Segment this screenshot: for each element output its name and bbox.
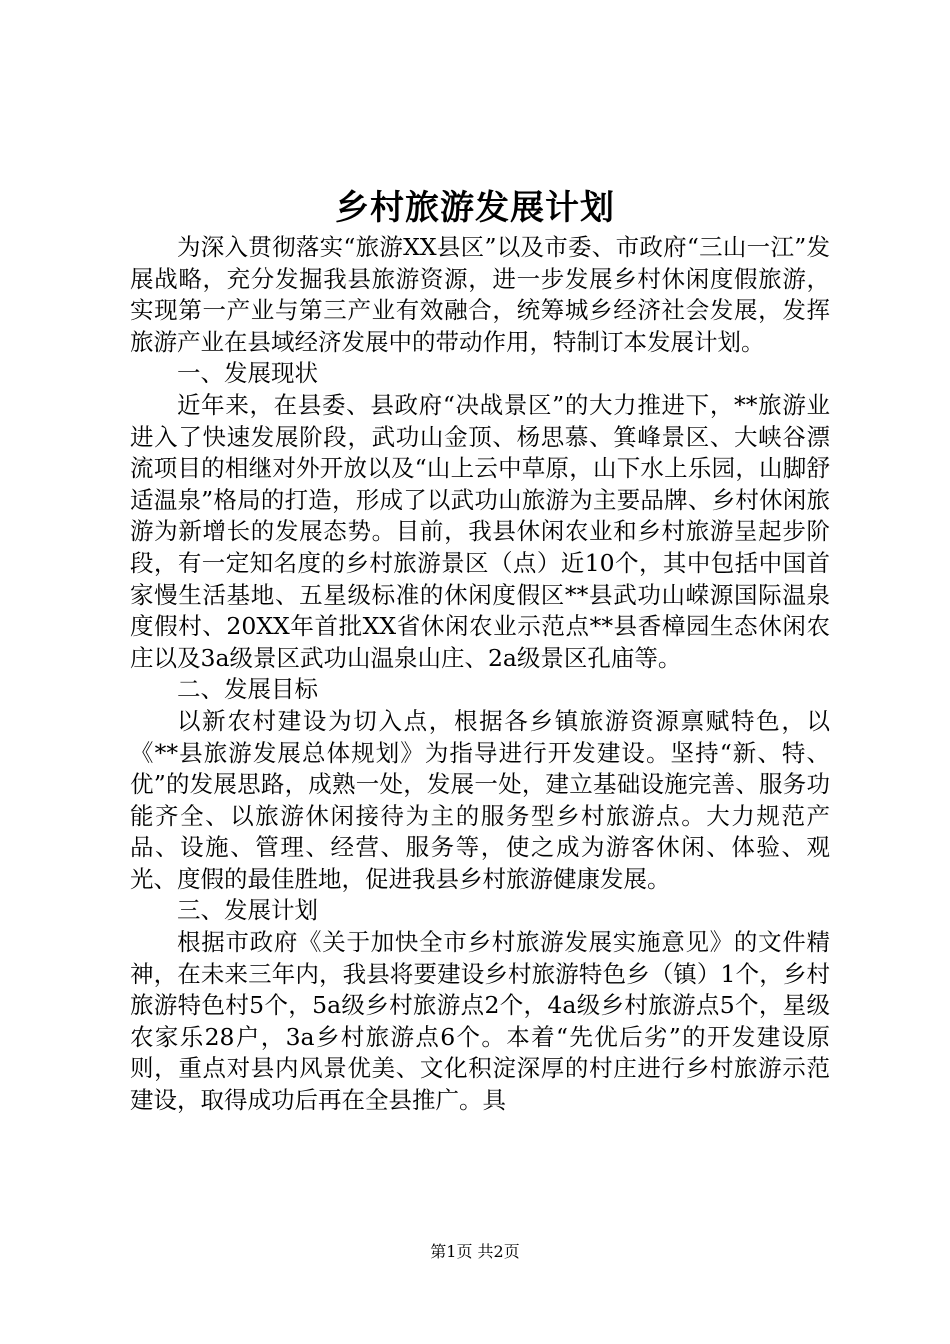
- plan-paragraph: 根据市政府《关于加快全市乡村旅游发展实施意见》的文件精神，在未来三年内，我县将要建设乡村旅游特色乡（镇）1个，乡村旅游特色村5个，5a级乡村旅游点2个，4a级乡村旅游点5个，星级农家乐28户，3a乡村旅游点6个。本着“先优后劣”的开发建设原则，重点对县内风景优美、文化积淀深厚的村庄进行乡村旅游示范建设，取得成功后再在全县推广。具: [130, 928, 830, 1115]
- document-title: 乡村旅游发展计划: [335, 188, 615, 228]
- section-heading-plan: 三、发展计划: [177, 896, 318, 925]
- status-paragraph: 近年来，在县委、县政府“决战景区”的大力推进下，**旅游业进入了快速发展阶段，武功山金顶、杨思慕、箕峰景区、大峡谷漂流项目的相继对外开放以及“山上云中草原，山下水上乐园，山脚舒适温泉”格局的打造，形成了以武功山旅游为主要品牌、乡村休闲旅游为新增长的发展态势。目前，我县休闲农业和乡村旅游呈起步阶段，有一定知名度的乡村旅游景区（点）近10个，其中包括中国首家慢生活基地、五星级标准的休闲度假区**县武功山嵘源国际温泉度假村、20XX年首批XX省休闲农业示范点**县香樟园生态休闲农庄以及3a级景区武功山温泉山庄、2a级景区孔庙等。: [130, 390, 830, 672]
- document-body: [130, 232, 830, 1117]
- section-heading-goals: 二、发展目标: [177, 675, 318, 704]
- goals-paragraph: 以新农村建设为切入点，根据各乡镇旅游资源禀赋特色，以《**县旅游发展总体规划》为指导进行开发建设。坚持“新、特、优”的发展思路，成熟一处，发展一处，建立基础设施完善、服务功能齐全、以旅游休闲接待为主的服务型乡村旅游点。大力规范产品、设施、管理、经营、服务等，使之成为游客休闲、体验、观光、度假的最佳胜地，促进我县乡村旅游健康发展。: [130, 706, 830, 893]
- section-heading-status: 一、发展现状: [177, 359, 318, 388]
- page-footer: 第1页 共2页: [430, 1242, 520, 1261]
- intro-paragraph: 为深入贯彻落实“旅游XX县区”以及市委、市政府“三山一江”发展战略，充分发掘我县旅游资源，进一步发展乡村休闲度假旅游，实现第一产业与第三产业有效融合，统筹城乡经济社会发展，发挥旅游产业在县域经济发展中的带动作用，特制订本发展计划。: [130, 233, 830, 356]
